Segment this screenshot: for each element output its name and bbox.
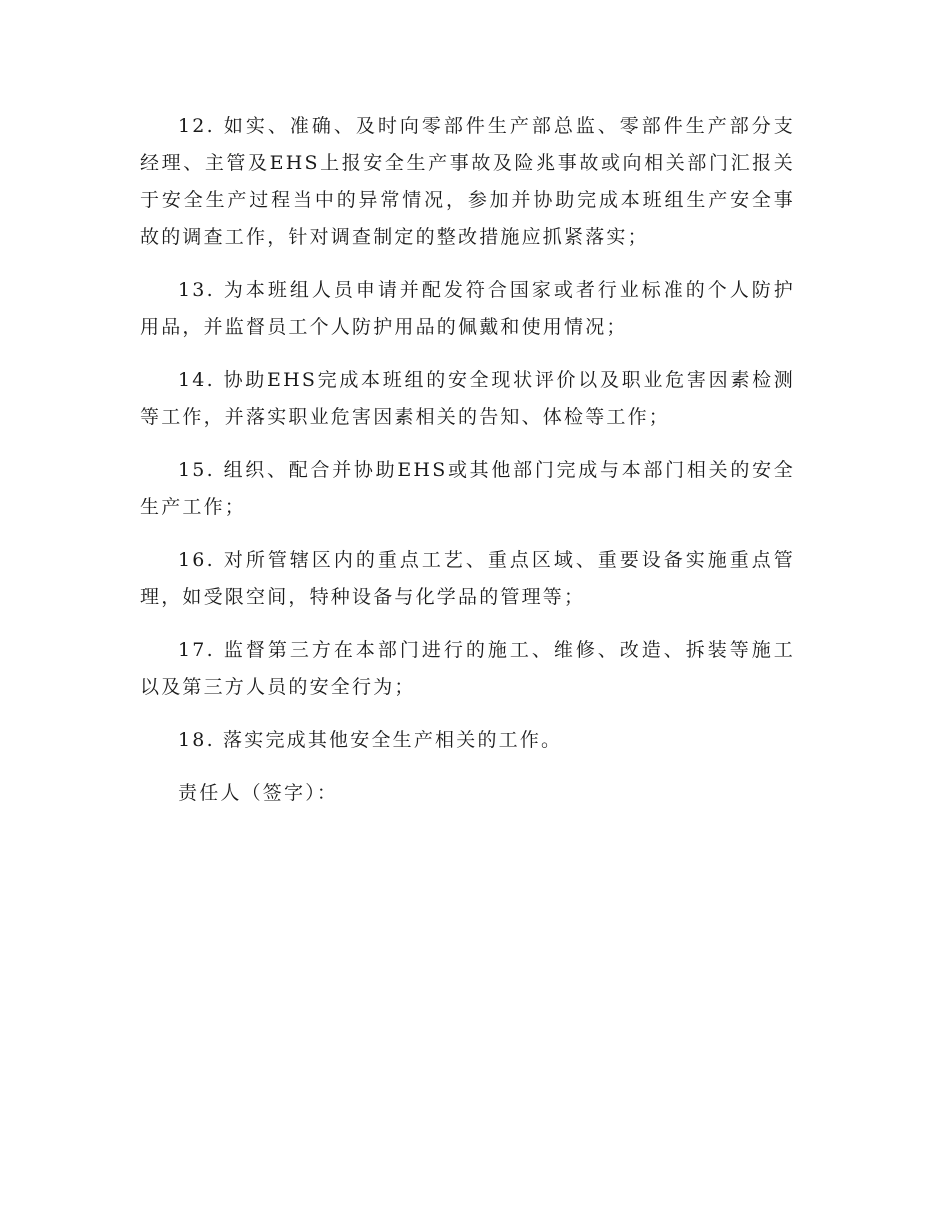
- paragraph-item-14: 14. 协助EHS完成本班组的安全现状评价以及职业危害因素检测等工作，并落实职业危害因素相关的告知、体检等工作；: [140, 369, 795, 428]
- paragraph-item-17: 17. 监督第三方在本部门进行的施工、维修、改造、拆装等施工以及第三方人员的安全行为；: [140, 639, 795, 698]
- paragraph-item-16: 16. 对所管辖区内的重点工艺、重点区域、重要设备实施重点管理，如受限空间，特种设备与化学品的管理等；: [140, 549, 795, 608]
- paragraph-item-12: 12. 如实、准确、及时向零部件生产部总监、零部件生产部分支经理、主管及EHS上报安全生产事故及险兆事故或向相关部门汇报关于安全生产过程当中的异常情况，参加并协助完成本班组生产安全事故的调查工作，针对调查制定的整改措施应抓紧落实；: [140, 115, 795, 248]
- paragraph-item-18: 18. 落实完成其他安全生产相关的工作。: [178, 729, 563, 751]
- document-body: [140, 108, 795, 812]
- signature-label: 责任人（签字）：: [178, 782, 339, 804]
- paragraph-item-13: 13. 为本班组人员申请并配发符合国家或者行业标准的个人防护用品，并监督员工个人防护用品的佩戴和使用情况；: [140, 279, 795, 338]
- paragraph-item-15: 15. 组织、配合并协助EHS或其他部门完成与本部门相关的安全生产工作；: [140, 459, 795, 518]
